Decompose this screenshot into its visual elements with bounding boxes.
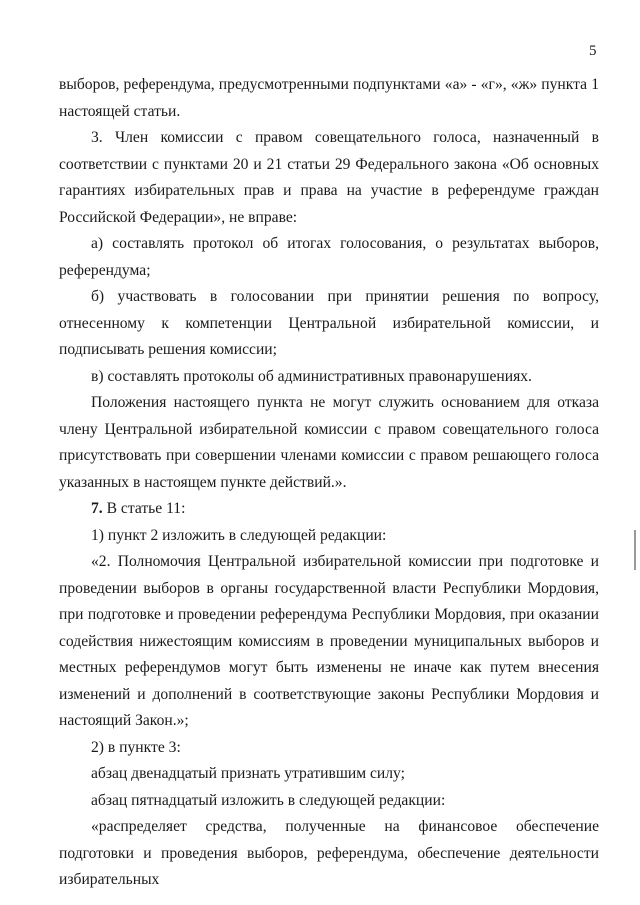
paragraph-item-1: 1) пункт 2 изложить в следующей редакции: [91, 526, 387, 544]
paragraph-quoted-point-2: «2. Полномочия Центральной избирательной комиссии при подготовке и проведении выборов в органы государственной власти Республики Мордовия, при подготовке и проведении референдума Республики Мордовия, при оказании содействия нижестоящим комиссиям в проведении муниципальных выборов и местных референдумов могут быть изменены не иначе как путем внесения изменений и дополнений в соответствующие законы Республики Мордовия и настоящий Закон.»; [59, 553, 599, 729]
paragraph-point-3: 3. Член комиссии с правом совещательного голоса, назначенный в соответствии с пунктами 20 и 21 статьи 29 Федерального закона «Об основных гарантиях избирательных прав и права на участие в референдуме граждан Российской Федерации», не вправе: [59, 129, 599, 226]
paragraph-distribution: «распределяет средства, полученные на финансовое обеспечение подготовки и проведения выборов, референдума, обеспечение деятельности избирательных [59, 818, 599, 888]
paragraph-abzac-12: абзац двенадцатый признать утратившим силу; [91, 765, 405, 782]
scan-edge-mark [634, 530, 636, 570]
article-item-number: 7. [91, 500, 103, 517]
paragraph-abzac-15: абзац пятнадцатый изложить в следующей редакции: [91, 791, 446, 809]
article-item-text: В статье 11: [102, 500, 186, 517]
paragraph-subpoint-b: б) участвовать в голосовании при принятии решения по вопросу, отнесенному к компетенции Центральной избирательной комиссии, и подписывать решения комиссии; [59, 288, 599, 358]
paragraph-subpoint-a: а) составлять протокол об итогах голосования, о результатах выборов, референдума; [59, 235, 599, 279]
document-body [59, 72, 599, 894]
paragraph-article-11-heading [59, 496, 599, 523]
paragraph-provisions: Положения настоящего пункта не могут служить основанием для отказа члену Центральной избирательной комиссии с правом совещательного голоса присутствовать при совершении членами комиссии с правом решающего голоса указанных в настоящем пункте действий.». [59, 394, 599, 491]
page-number: 5 [589, 43, 597, 59]
paragraph-continuation: выборов, референдума, предусмотренными подпунктами «а» - «г», «ж» пункта 1 настоящей статьи. [59, 76, 599, 120]
paragraph-subpoint-v: в) составлять протоколы об административных правонарушениях. [91, 367, 532, 385]
paragraph-item-2: 2) в пункте 3: [91, 738, 181, 756]
